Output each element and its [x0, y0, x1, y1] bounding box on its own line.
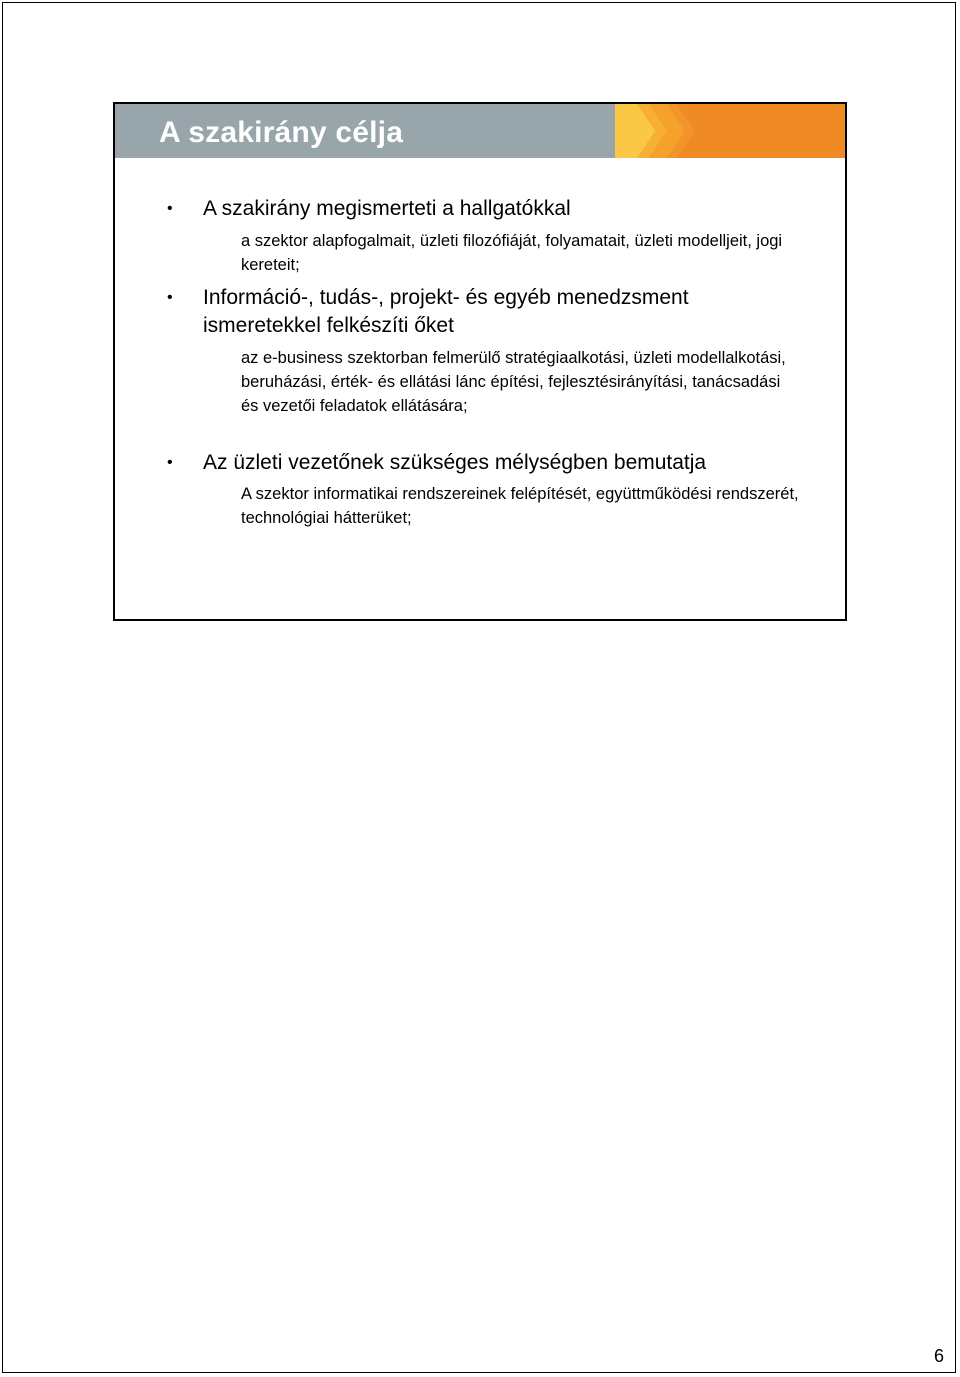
sub-item: a szektor alapfogalmait, üzleti filozófiáját, folyamatait, üzleti modelljeit, jogi kereteit; [241, 232, 783, 274]
bullet-dot: • [167, 200, 173, 217]
sub-item: az e-business szektorban felmerülő stratégiaalkotási, üzleti modellalkotási, beruházási, érték- és ellátási lánc építési, fejlesztésirányítási, tanácsadási és vezetői feladatok ellátására; [241, 349, 786, 415]
title-bar [115, 104, 845, 158]
page-number: 6 [933, 1346, 944, 1366]
slide-title: A szakirány célja [159, 116, 404, 149]
sub-item: A szektor informatikai rendszereinek felépítését, együttműködési rendszerét, technológiai hátterüket; [241, 485, 799, 527]
title-accent-decoration [615, 104, 845, 158]
bullet-text: Információ-, tudás-, projekt- és egyéb menedzsment ismeretekkel felkészíti őket [203, 286, 689, 337]
bullet-dot: • [167, 289, 173, 306]
bullet-text: A szakirány megismerteti a hallgatókkal [203, 197, 571, 220]
bullet-dot: • [167, 454, 173, 471]
bullet-text: Az üzleti vezetőnek szükséges mélységben bemutatja [203, 451, 707, 474]
slide [113, 102, 847, 621]
